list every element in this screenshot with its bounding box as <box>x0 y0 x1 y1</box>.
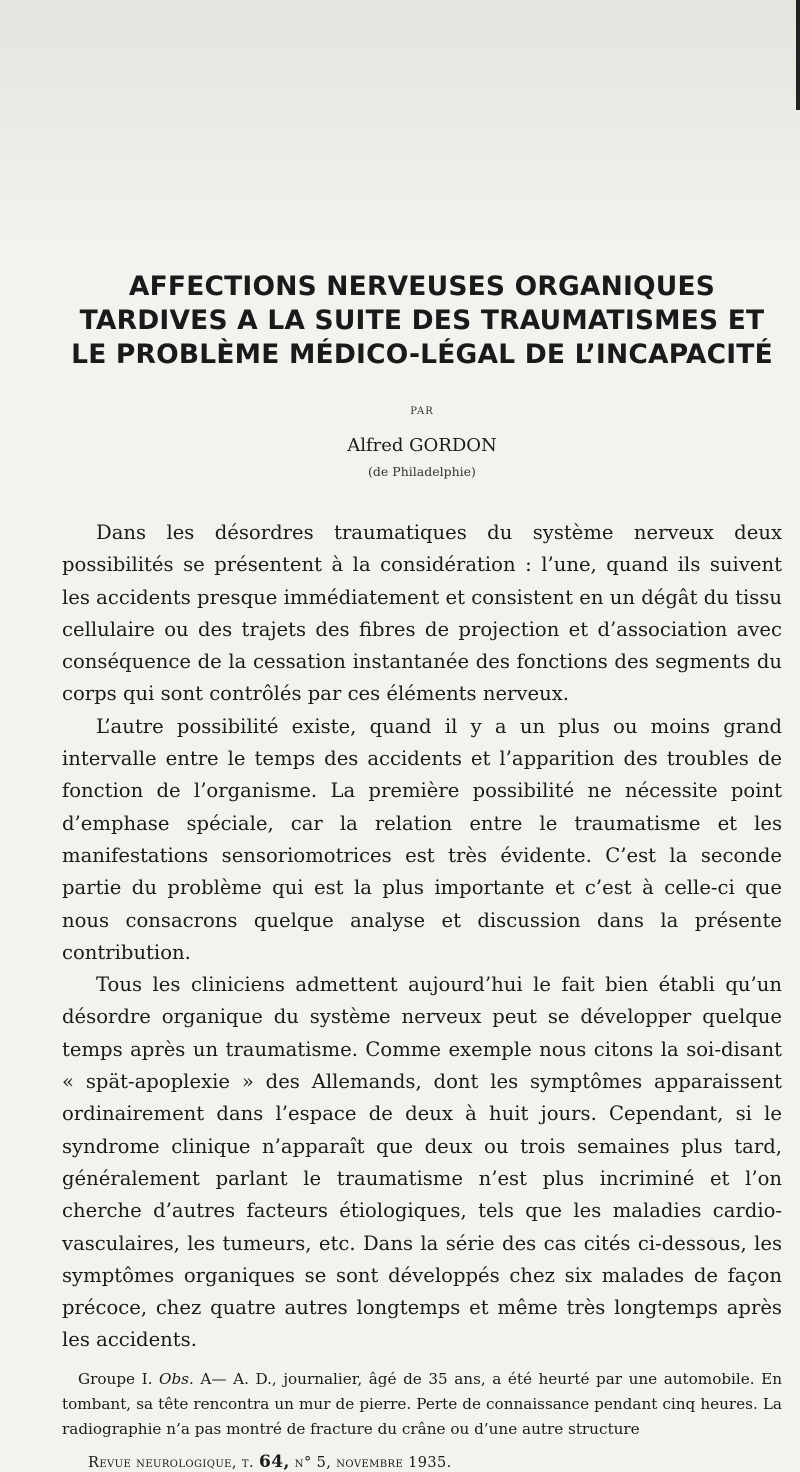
group-label: Groupe I. <box>78 1369 153 1388</box>
journal-date: novembre 1935. <box>336 1454 452 1471</box>
bleed-through-shadow <box>0 0 800 250</box>
article-page <box>62 270 782 1472</box>
journal-issue: n° 5, <box>294 1454 332 1471</box>
body-paragraph: Dans les désordres traumatiques du système nerveux deux possibilités se présentent à la considération : l’une, quand ils suivent les accidents presque immédiatement et consistent en un dégât du tissu cellulaire ou des trajets des fibres de projection et d’association avec conséquence de la cessation instantanée des fonctions des segments du corps qui sont contrôlés par ces éléments nerveux. <box>62 521 782 706</box>
journal-volume: 64, <box>259 1451 290 1472</box>
author-name: Alfred GORDON <box>347 435 497 456</box>
byline-prefix: PAR <box>410 406 434 417</box>
case-footnote <box>62 1367 782 1442</box>
page-edge-mark <box>796 0 800 110</box>
footnote-text: journalier, âgé de 35 ans, a été heurté par une automobile. En tombant, sa tête rencontra un mur de pierre. Perte de connaissance pendant cinq heures. La radiographie n’a pas montré de fracture du crâne ou d’une autre structure <box>62 1369 783 1438</box>
article-body <box>62 517 782 1357</box>
title-line: AFFECTIONS NERVEUSES ORGANIQUES <box>128 271 716 302</box>
case-id: A— A. D., <box>200 1369 277 1388</box>
body-paragraph: Tous les cliniciens admettent aujourd’hui le fait bien établi qu’un désordre organique du système nerveux peut se développer quelque temps après un traumatisme. Comme exemple nous citons la soi-disant « spät-apoplexie » des Allemands, dont les symptômes apparaissent ordinairement dans l’espace de deux à huit jours. Cependant, si le syndrome clinique n’apparaît que deux ou trois semaines plus tard, généralement parlant le traumatisme n’est plus incriminé et l’on cherche d’autres facteurs étiologiques, tels que les maladies cardio-vasculaires, les tumeurs, etc. Dans la série des cas cités ci-dessous, les symptômes organiques se sont développés chez six malades de façon précoce, chez quatre autres longtemps et même très longtemps après les accidents. <box>62 973 782 1352</box>
body-paragraph: L’autre possibilité existe, quand il y a un plus ou moins grand intervalle entre le temps des accidents et l’apparition des troubles de fonction de l’organisme. La première possibilité ne nécessite point d’emphase spéciale, car la relation entre le traumatisme et les manifestations sensoriomotrices est très évidente. C’est la seconde partie du problème qui est la plus importante et c’est à celle-ci que nous consacrons quelque analyse et discussion dans la présente contribution. <box>62 714 782 964</box>
journal-citation <box>62 1452 782 1472</box>
obs-label: Obs. <box>159 1369 194 1388</box>
journal-name: Revue neurologique, t. <box>88 1454 254 1471</box>
author-affiliation: (de Philadelphie) <box>368 464 476 479</box>
title-line: TARDIVES A LA SUITE DES TRAUMATISMES ET <box>79 305 765 336</box>
article-title <box>62 270 782 372</box>
title-line: LE PROBLÈME MÉDICO-LÉGAL DE L’INCAPACITÉ <box>71 339 773 370</box>
